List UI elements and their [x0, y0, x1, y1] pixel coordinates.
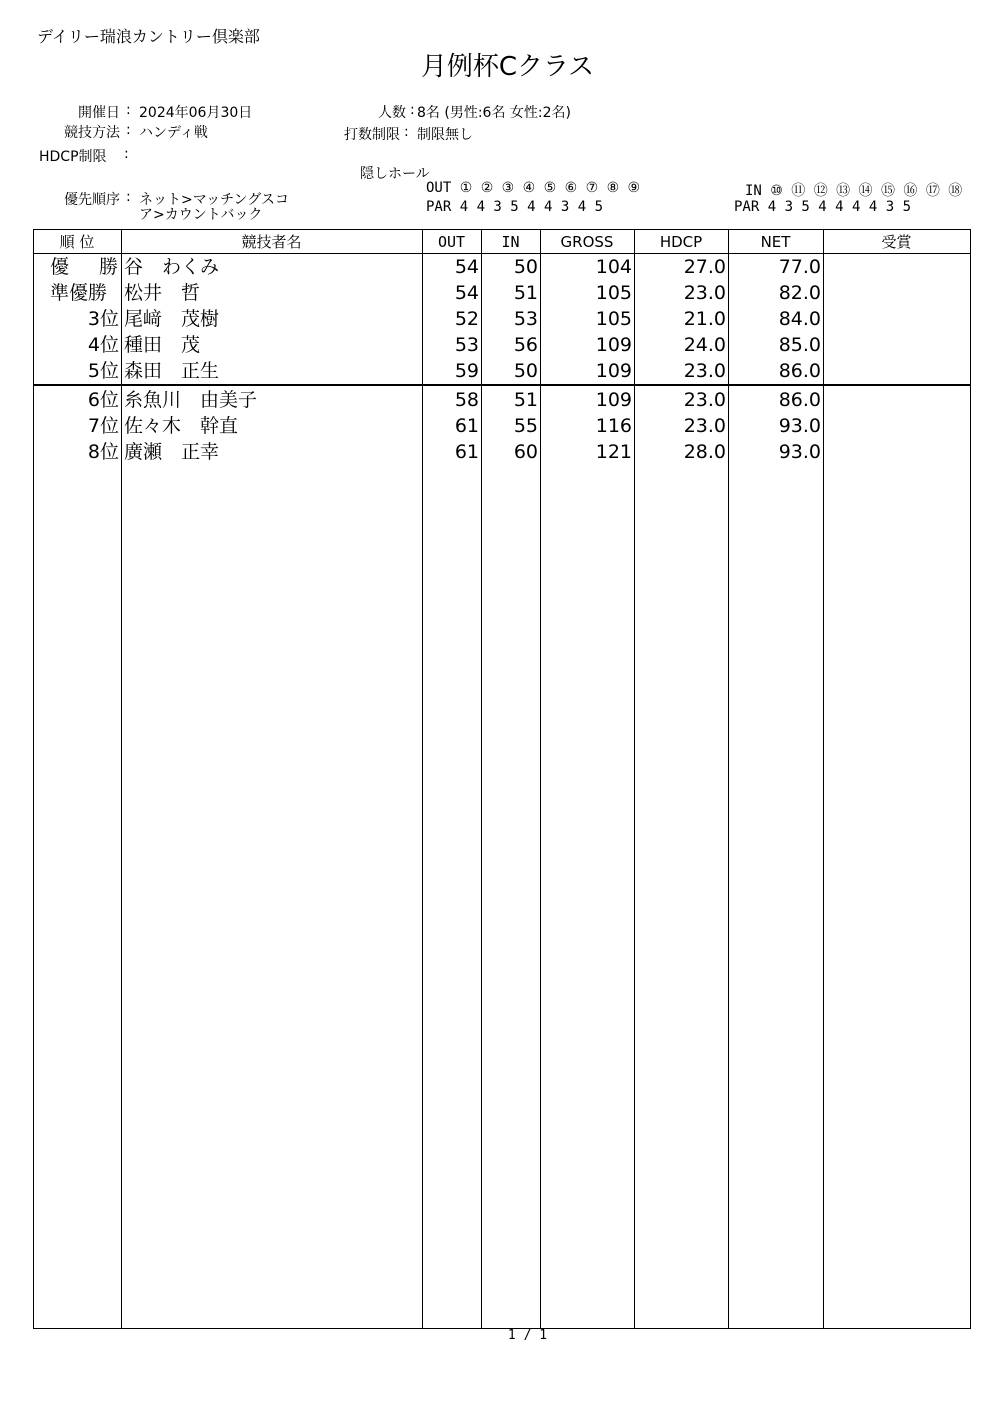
row-out: 53 — [454, 334, 479, 356]
header-name: 競技者名 — [241, 233, 302, 251]
row-out: 58 — [454, 389, 479, 411]
row-out: 59 — [454, 360, 479, 382]
row-in: 51 — [513, 282, 538, 304]
row-in: 50 — [513, 256, 538, 278]
row-out: 61 — [454, 441, 479, 463]
limit-sep: : — [404, 124, 409, 140]
header-out: OUT — [437, 233, 466, 251]
header-net: NET — [760, 233, 791, 251]
row-gross: 109 — [595, 389, 632, 411]
method-value: ハンディ戦 — [139, 125, 208, 141]
row-name: 森田 正生 — [124, 360, 220, 382]
row-in: 60 — [513, 441, 538, 463]
date-sep: : — [126, 102, 131, 118]
method-label: 競技方法 — [64, 125, 120, 141]
row-net: 86.0 — [778, 360, 821, 382]
row-rank: 優 勝 — [50, 256, 118, 278]
row-in: 55 — [513, 415, 538, 437]
in-holes-row: IN ⑩ ⑪ ⑫ ⑬ ⑭ ⑮ ⑯ ⑰ ⑱ — [745, 183, 963, 199]
header-award: 受賞 — [881, 233, 912, 251]
row-rank: 6位 — [87, 389, 119, 411]
row-out: 54 — [454, 282, 479, 304]
row-hdcp: 23.0 — [683, 282, 726, 304]
row-gross: 105 — [595, 308, 632, 330]
out-par-row: PAR 4 4 3 5 4 4 3 4 5 — [426, 199, 604, 215]
row-net: 85.0 — [778, 334, 821, 356]
row-name: 尾﨑 茂樹 — [124, 308, 220, 330]
count-sep: : — [410, 102, 415, 118]
count-label: 人数 — [378, 105, 406, 121]
row-in: 53 — [513, 308, 538, 330]
row-name: 糸魚川 由美子 — [124, 389, 258, 411]
row-hdcp: 23.0 — [683, 360, 726, 382]
method-sep: : — [126, 122, 131, 138]
header-gross: GROSS — [560, 233, 614, 251]
row-in: 50 — [513, 360, 538, 382]
row-out: 54 — [454, 256, 479, 278]
row-net: 77.0 — [778, 256, 821, 278]
row-name: 佐々木 幹直 — [124, 415, 239, 437]
row-net: 93.0 — [778, 441, 821, 463]
hidden-holes-label: 隠しホール — [360, 166, 430, 182]
row-gross: 109 — [595, 360, 632, 382]
out-holes-row: OUT ① ② ③ ④ ⑤ ⑥ ⑦ ⑧ ⑨ — [426, 180, 641, 196]
row-in: 51 — [513, 389, 538, 411]
hdcp-sep: : — [124, 146, 129, 162]
row-rank: 8位 — [87, 441, 119, 463]
count-value: 8名 (男性:6名 女性:2名) — [417, 105, 571, 121]
row-gross: 104 — [595, 256, 632, 278]
limit-value: 制限無し — [417, 127, 473, 143]
row-out: 52 — [454, 308, 479, 330]
header-hdcp: HDCP — [659, 233, 703, 251]
limit-label: 打数制限 — [344, 127, 400, 143]
row-gross: 105 — [595, 282, 632, 304]
row-in: 56 — [513, 334, 538, 356]
page-title: 月例杯Cクラス — [420, 52, 595, 82]
row-hdcp: 27.0 — [683, 256, 726, 278]
header-rank: 順 位 — [59, 233, 95, 251]
row-out: 61 — [454, 415, 479, 437]
priority-label: 優先順序 — [64, 192, 120, 208]
row-hdcp: 23.0 — [683, 415, 726, 437]
row-rank: 4位 — [87, 334, 119, 356]
row-rank: 5位 — [87, 360, 119, 382]
row-rank: 7位 — [87, 415, 119, 437]
header-in: IN — [501, 233, 520, 251]
row-gross: 109 — [595, 334, 632, 356]
row-hdcp: 24.0 — [683, 334, 726, 356]
priority-value-1: ネット>マッチングスコ — [139, 192, 290, 208]
row-name: 廣瀬 正幸 — [124, 441, 220, 463]
row-gross: 116 — [595, 415, 632, 437]
priority-value-2: ア>カウントバック — [139, 207, 263, 223]
date-value: 2024年06月30日 — [139, 105, 253, 121]
row-hdcp: 21.0 — [683, 308, 726, 330]
date-label: 開催日 — [78, 105, 120, 121]
row-name: 松井 哲 — [124, 282, 201, 304]
row-rank: 準優勝 — [50, 282, 108, 304]
row-hdcp: 28.0 — [683, 441, 726, 463]
row-name: 谷 わくみ — [124, 256, 220, 278]
row-net: 84.0 — [778, 308, 821, 330]
row-gross: 121 — [595, 441, 632, 463]
page-number: 1 / 1 — [507, 1328, 548, 1343]
row-hdcp: 23.0 — [683, 389, 726, 411]
row-net: 82.0 — [778, 282, 821, 304]
row-net: 86.0 — [778, 389, 821, 411]
priority-sep: : — [126, 189, 131, 205]
row-net: 93.0 — [778, 415, 821, 437]
row-rank: 3位 — [87, 308, 119, 330]
hdcp-label: HDCP制限 — [39, 149, 107, 165]
row-name: 種田 茂 — [124, 334, 201, 356]
club-name: デイリー瑞浪カントリー倶楽部 — [37, 27, 260, 46]
in-par-row: PAR 4 3 5 4 4 4 4 3 5 — [734, 199, 912, 215]
